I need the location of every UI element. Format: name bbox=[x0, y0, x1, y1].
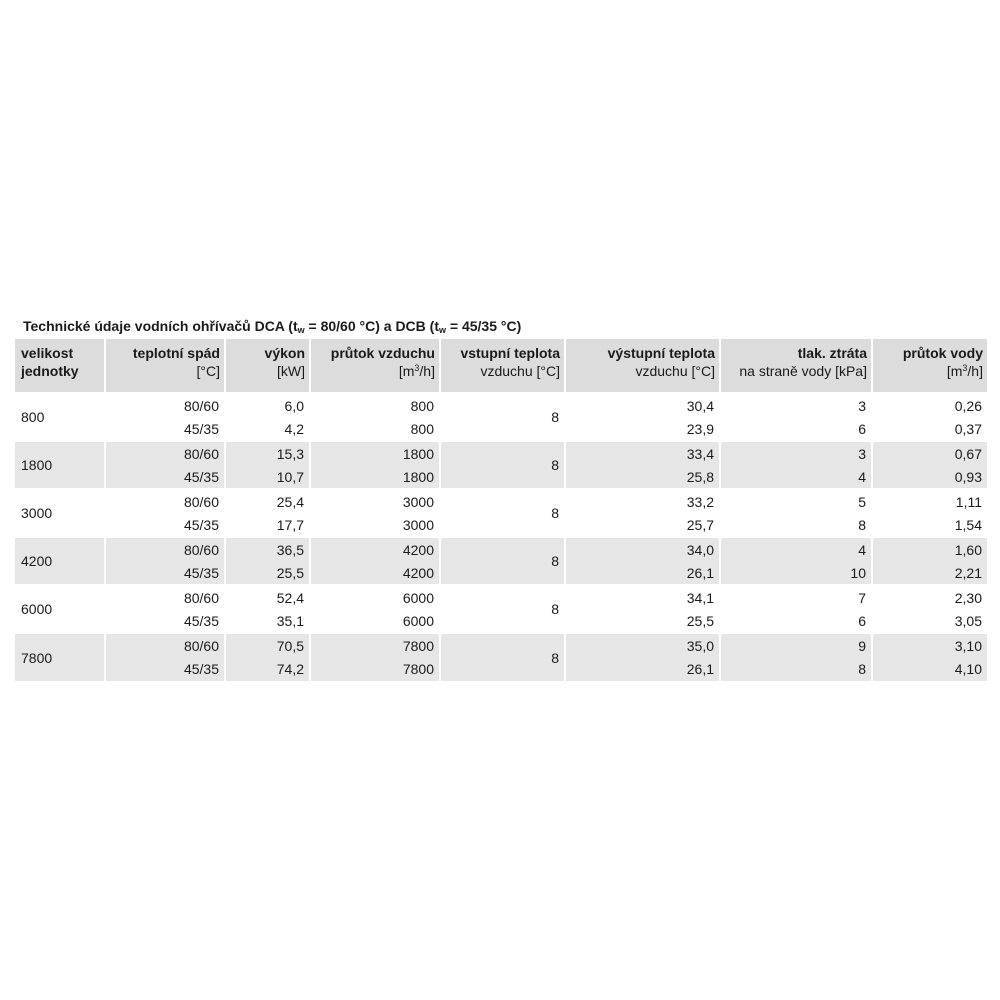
cell-water-flow: 1,60 bbox=[872, 537, 987, 561]
cell-airflow: 6000 bbox=[310, 609, 440, 633]
table-row bbox=[15, 537, 987, 561]
cell-temp-gradient: 80/60 bbox=[105, 489, 225, 513]
cell-outlet-temp: 33,4 bbox=[565, 441, 720, 465]
cell-outlet-temp: 30,4 bbox=[565, 393, 720, 417]
cell-temp-gradient: 45/35 bbox=[105, 609, 225, 633]
cell-outlet-temp: 26,1 bbox=[565, 657, 720, 681]
header-inlet-temp: vstupní teplota vzduchu [°C] bbox=[440, 339, 565, 393]
table-row bbox=[15, 633, 987, 657]
cell-unit-size: 6000 bbox=[15, 585, 105, 633]
technical-data-table bbox=[15, 339, 987, 681]
cell-water-flow: 1,11 bbox=[872, 489, 987, 513]
cell-airflow: 7800 bbox=[310, 633, 440, 657]
cell-temp-gradient: 45/35 bbox=[105, 657, 225, 681]
cell-water-flow: 2,21 bbox=[954, 564, 982, 581]
cell-airflow: 1800 bbox=[310, 465, 440, 489]
header-pressure-loss: tlak. ztráta na straně vody [kPa] bbox=[720, 339, 872, 393]
cell-inlet-temp: 8 bbox=[440, 489, 565, 537]
cell-outlet-temp: 25,5 bbox=[565, 609, 720, 633]
cell-temp-gradient: 80/60 bbox=[105, 585, 225, 609]
cell-pressure-loss: 5 bbox=[720, 489, 872, 513]
cell-water-flow: 1,54 bbox=[954, 516, 982, 533]
cell-power: 17,7 bbox=[225, 513, 310, 537]
cell-pressure-loss: 8 bbox=[720, 513, 872, 537]
cell-pressure-loss: 3 bbox=[720, 393, 872, 417]
document bbox=[15, 315, 987, 681]
cell-unit-size: 4200 bbox=[15, 537, 105, 585]
cell-inlet-temp: 8 bbox=[440, 441, 565, 489]
cell-temp-gradient: 80/60 bbox=[105, 537, 225, 561]
cell-outlet-temp: 25,7 bbox=[565, 513, 720, 537]
title-text: = 45/35 °C) bbox=[446, 318, 522, 334]
title-text: Technické údaje vodních ohřívačů DCA (t bbox=[23, 318, 298, 334]
cell-pressure-loss: 6 bbox=[720, 609, 872, 633]
cell-outlet-temp: 23,9 bbox=[565, 417, 720, 441]
header-row bbox=[15, 339, 987, 393]
cell-power: 35,1 bbox=[225, 609, 310, 633]
cell-water-flow: 3,05 bbox=[954, 612, 982, 629]
cell-power: 25,4 bbox=[225, 489, 310, 513]
header-unit-size: velikost jednotky bbox=[15, 339, 105, 393]
cell-pressure-loss: 7 bbox=[720, 585, 872, 609]
cell-airflow: 7800 bbox=[310, 657, 440, 681]
cell-inlet-temp: 8 bbox=[440, 633, 565, 681]
cell-airflow: 4200 bbox=[310, 537, 440, 561]
cell-inlet-temp: 8 bbox=[440, 537, 565, 585]
cell-airflow: 800 bbox=[310, 393, 440, 417]
cell-outlet-temp: 25,8 bbox=[565, 465, 720, 489]
cell-outlet-temp: 33,2 bbox=[565, 489, 720, 513]
cell-outlet-temp: 34,1 bbox=[565, 585, 720, 609]
cell-unit-size: 800 bbox=[15, 393, 105, 441]
cell-outlet-temp: 35,0 bbox=[565, 633, 720, 657]
cell-temp-gradient: 80/60 bbox=[105, 633, 225, 657]
cell-inlet-temp: 8 bbox=[440, 585, 565, 633]
cell-water-flow: 0,93 bbox=[954, 468, 982, 485]
cell-unit-size: 3000 bbox=[15, 489, 105, 537]
table-row bbox=[15, 441, 987, 465]
cell-power: 6,0 bbox=[225, 393, 310, 417]
cell-power: 52,4 bbox=[225, 585, 310, 609]
cell-airflow: 3000 bbox=[310, 489, 440, 513]
cell-outlet-temp: 26,1 bbox=[565, 561, 720, 585]
header-airflow: průtok vzduchu $[m^3/h]$ bbox=[310, 339, 440, 393]
cell-inlet-temp: 8 bbox=[440, 393, 565, 441]
cell-temp-gradient: 80/60 bbox=[105, 393, 225, 417]
header-outlet-temp: výstupní teplota vzduchu [°C] bbox=[565, 339, 720, 393]
cell-pressure-loss: 4 bbox=[720, 537, 872, 561]
cell-temp-gradient: 45/35 bbox=[105, 465, 225, 489]
cell-water-flow: 3,10 bbox=[872, 633, 987, 657]
cell-airflow: 1800 bbox=[310, 441, 440, 465]
cell-temp-gradient: 80/60 bbox=[105, 441, 225, 465]
cell-pressure-loss: 9 bbox=[720, 633, 872, 657]
cell-power: 10,7 bbox=[225, 465, 310, 489]
cell-power: 25,5 bbox=[225, 561, 310, 585]
cell-pressure-loss: 3 bbox=[720, 441, 872, 465]
cell-power: 70,5 bbox=[225, 633, 310, 657]
header-power: výkon [kW] bbox=[225, 339, 310, 393]
title-subscript: w bbox=[297, 325, 305, 335]
table-row bbox=[15, 585, 987, 609]
header-temp-gradient: teplotní spád [°C] bbox=[105, 339, 225, 393]
cell-water-flow: 4,10 bbox=[954, 661, 982, 677]
cell-temp-gradient: 45/35 bbox=[105, 561, 225, 585]
cell-water-flow: 0,67 bbox=[872, 441, 987, 465]
cell-unit-size: 7800 bbox=[15, 633, 105, 681]
cell-airflow: 4200 bbox=[310, 561, 440, 585]
cell-airflow: 3000 bbox=[310, 513, 440, 537]
header-water-flow: průtok vody $[m^3/h]$ bbox=[902, 345, 983, 379]
cell-temp-gradient: 45/35 bbox=[105, 513, 225, 537]
cell-pressure-loss: 4 bbox=[720, 465, 872, 489]
title-subscript: w bbox=[439, 325, 447, 335]
table-row bbox=[15, 489, 987, 513]
cell-power: 4,2 bbox=[225, 417, 310, 441]
cell-power: 15,3 bbox=[225, 441, 310, 465]
cell-pressure-loss: 8 bbox=[720, 657, 872, 681]
cell-power: 36,5 bbox=[225, 537, 310, 561]
cell-unit-size: 1800 bbox=[15, 441, 105, 489]
cell-water-flow: 0,37 bbox=[954, 420, 982, 437]
cell-airflow: 6000 bbox=[310, 585, 440, 609]
table-title bbox=[15, 315, 987, 339]
cell-power: 74,2 bbox=[225, 657, 310, 681]
title-text: = 80/60 °C) a DCB (t bbox=[304, 318, 439, 334]
cell-temp-gradient: 45/35 bbox=[105, 417, 225, 441]
cell-pressure-loss: 6 bbox=[720, 417, 872, 441]
cell-pressure-loss: 10 bbox=[720, 561, 872, 585]
cell-water-flow: 2,30 bbox=[872, 585, 987, 609]
table-row bbox=[15, 393, 987, 417]
cell-airflow: 800 bbox=[310, 417, 440, 441]
table-body bbox=[15, 393, 987, 681]
cell-outlet-temp: 34,0 bbox=[565, 537, 720, 561]
cell-water-flow: 0,26 bbox=[872, 393, 987, 417]
